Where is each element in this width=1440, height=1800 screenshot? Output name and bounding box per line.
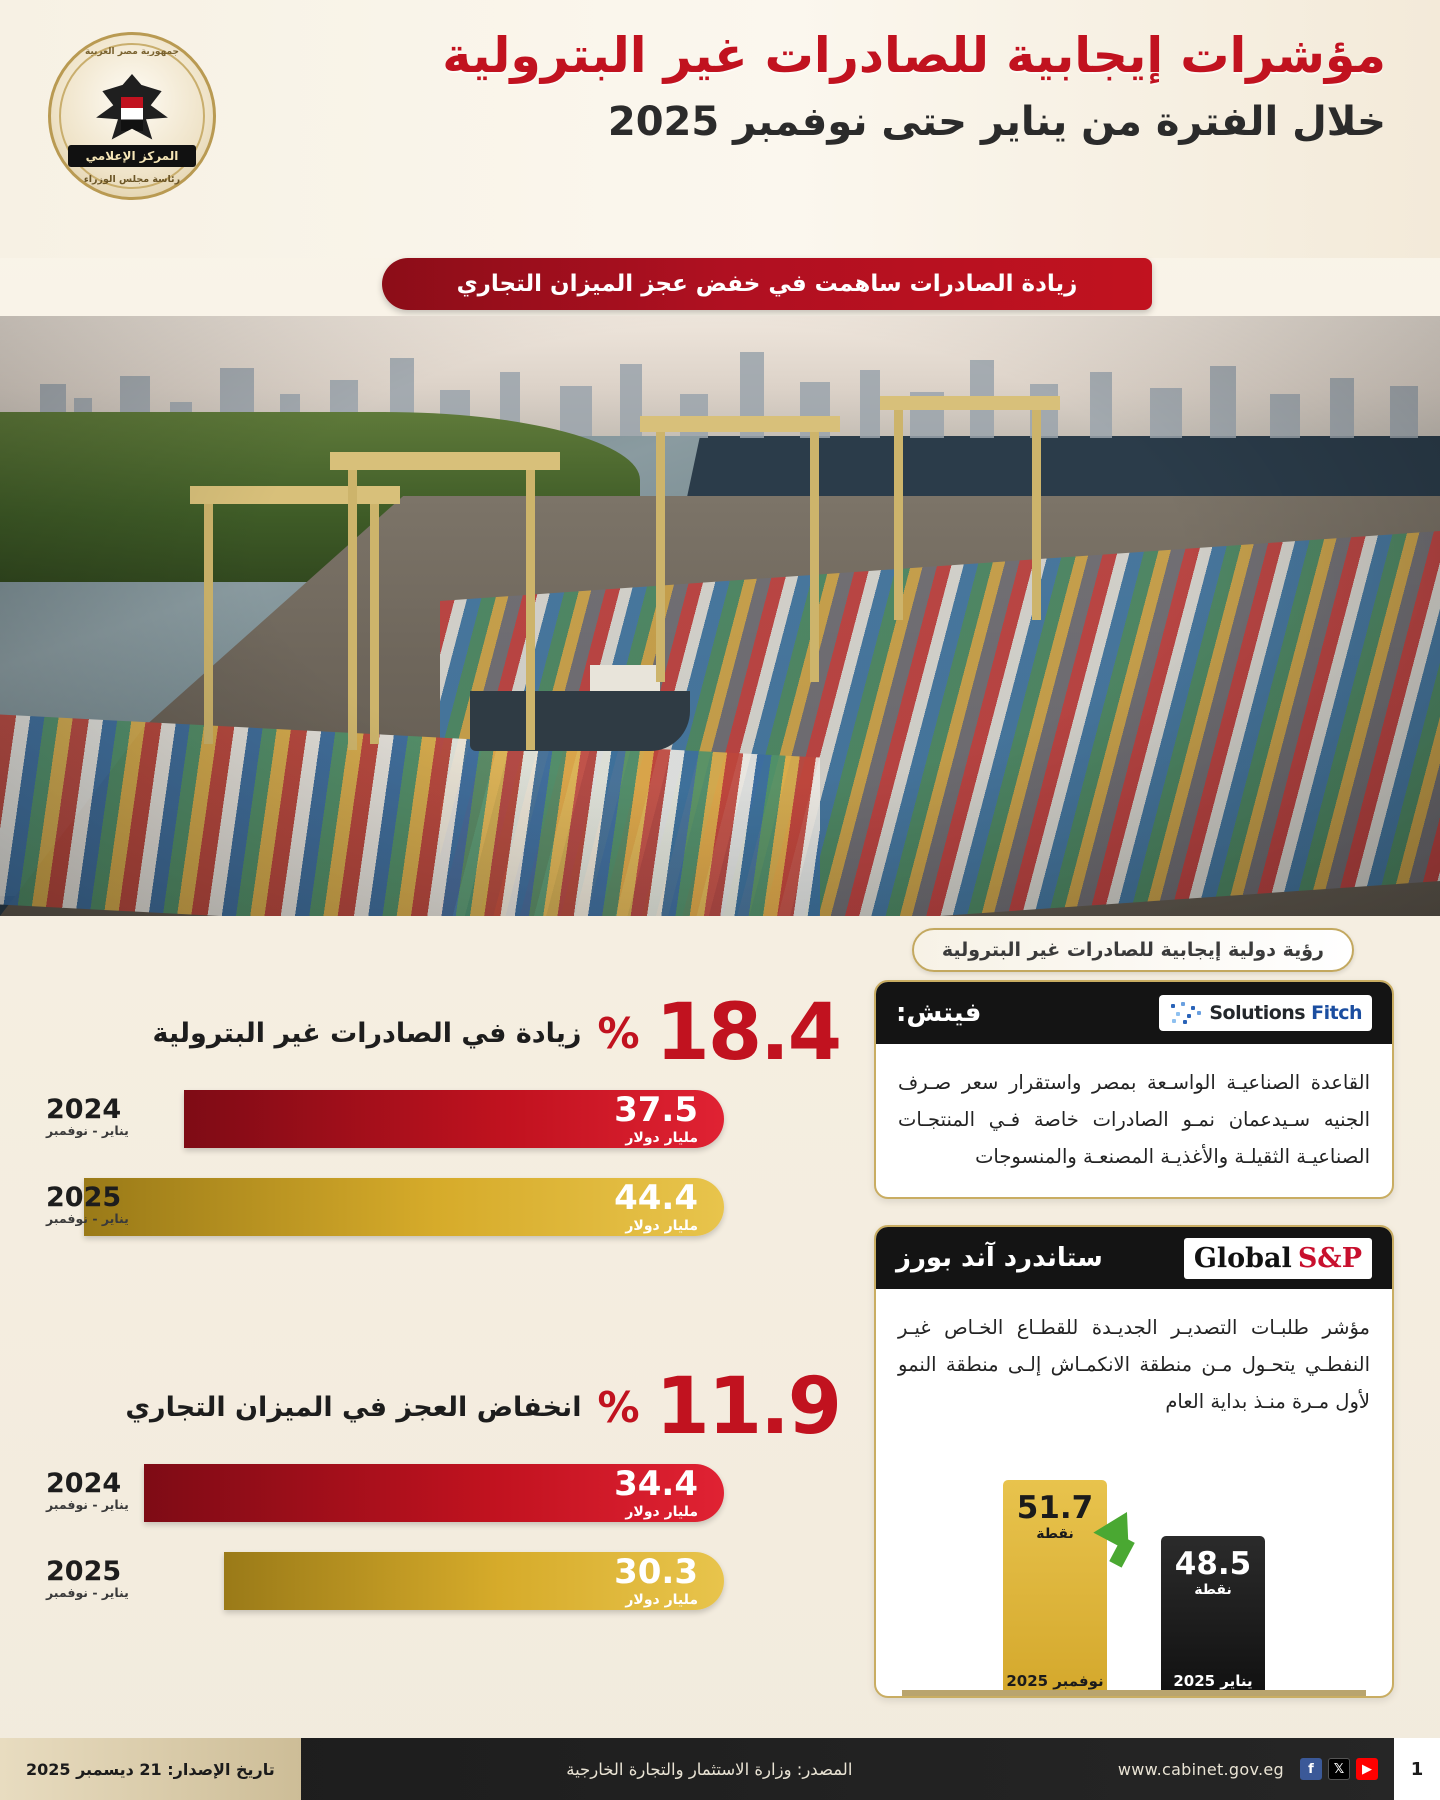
government-emblem	[46, 18, 218, 214]
stat-deficit-row-2025	[46, 1544, 840, 1622]
exports-2025-year-label	[46, 1184, 156, 1226]
fitch-dots-icon	[1169, 1001, 1203, 1025]
pmi-bar-jan-axis-label: يناير 2025	[1173, 1672, 1253, 1691]
title-block	[40, 28, 1400, 146]
x-twitter-icon[interactable]: 𝕏	[1328, 1758, 1350, 1780]
deficit-2024-year-label	[46, 1470, 156, 1512]
exports-2025-bar	[84, 1178, 724, 1236]
card-fitch-agency: فيتش:	[896, 998, 982, 1028]
section-label: رؤية دولية إيجابية للصادرات غير البترولية	[912, 928, 1354, 972]
card-fitch	[874, 980, 1394, 1199]
pmi-bar-nov-value	[1003, 1490, 1107, 1542]
stat-deficit-value: 11.9	[655, 1362, 840, 1452]
deficit-2024-value: 34.4	[614, 1463, 698, 1504]
stat-deficit-head	[46, 1362, 840, 1452]
pmi-bar-col-jan	[1161, 1536, 1265, 1696]
emblem-band-text: المركز الإعلامي	[68, 145, 196, 167]
pmi-nov-value-unit: نقطة	[1036, 1526, 1074, 1543]
stat-exports-label: زيادة في الصادرات غير البترولية	[152, 1017, 582, 1049]
emblem-sub-text: رئاسة مجلس الوزراء	[83, 174, 181, 185]
sp-logo-text-2: Global	[1193, 1242, 1292, 1274]
pmi-jan-value-number: 48.5	[1174, 1546, 1252, 1583]
social-links[interactable]	[1300, 1758, 1378, 1780]
banner-wrap	[0, 258, 1440, 316]
emblem-ring	[48, 32, 216, 200]
fitch-solutions-logo	[1159, 995, 1372, 1031]
deficit-2024-period: يناير - نوفمبر	[46, 1497, 129, 1512]
page-number: 1	[1394, 1738, 1440, 1800]
eagle-of-saladin-icon	[93, 74, 171, 152]
content-body	[0, 980, 1440, 1740]
deficit-2025-bar	[224, 1552, 724, 1610]
agency-cards-column	[874, 980, 1394, 1740]
deficit-2025-year: 2025	[46, 1556, 122, 1587]
stat-deficit-label: انخفاض العجز في الميزان التجاري	[125, 1391, 582, 1423]
fitch-logo-text-2: Solutions	[1209, 1002, 1306, 1024]
emblem-top-text: جمهورية مصر العربية	[84, 47, 180, 57]
exports-2024-period: يناير - نوفمبر	[46, 1123, 129, 1138]
deficit-2025-unit: مليار دولار	[625, 1591, 698, 1608]
exports-2024-year: 2024	[46, 1094, 122, 1125]
stat-deficit-percent-sign: %	[597, 1382, 640, 1432]
exports-2025-unit: مليار دولار	[625, 1217, 698, 1234]
stat-deficit-row-2024	[46, 1456, 840, 1534]
website-url[interactable]: www.cabinet.gov.eg	[1117, 1759, 1284, 1779]
exports-2024-year-label	[46, 1096, 156, 1138]
exports-2025-period: يناير - نوفمبر	[46, 1211, 129, 1226]
exports-2024-value: 37.5	[614, 1089, 698, 1130]
stat-exports-row-2025	[46, 1170, 840, 1248]
pmi-bar-jan-value	[1161, 1546, 1265, 1598]
section-label-wrap	[0, 916, 1440, 980]
deficit-2024-bar	[144, 1464, 724, 1522]
card-fitch-body: القاعدة الصناعيـة الواسـعة بمصر واستقرار سعر صـرف الجنيه سـيدعمان نمـو الصادرات خاصة فـي المنتجـات الصناعيـة الثقيلـة والأغذيـة المصنعـة والمنسوجات	[898, 1071, 1370, 1169]
stat-exports-row-2024	[46, 1082, 840, 1160]
pmi-bar-nov-axis-label: نوفمبر 2025	[1006, 1672, 1104, 1691]
exports-2024-unit: مليار دولار	[625, 1129, 698, 1146]
source-text: المصدر: وزارة الاستثمار والتجارة الخارجية	[566, 1759, 853, 1779]
header	[0, 0, 1440, 258]
publish-date: تاريخ الإصدار: 21 ديسمبر 2025	[0, 1738, 301, 1800]
pmi-jan-value-unit: نقطة	[1194, 1582, 1232, 1599]
page-subtitle: خلال الفترة من يناير حتى نوفمبر 2025	[607, 99, 1386, 146]
stats-column	[46, 980, 840, 1740]
footer	[0, 1738, 1440, 1800]
photo-vignette	[0, 316, 1440, 916]
youtube-icon[interactable]: ▶	[1356, 1758, 1378, 1780]
page-title: مؤشرات إيجابية للصادرات غير البترولية	[442, 27, 1386, 84]
stat-block-trade-deficit	[46, 1362, 840, 1622]
facebook-icon[interactable]: f	[1300, 1758, 1322, 1780]
pmi-bar-jan	[1161, 1536, 1265, 1696]
pmi-nov-value-number: 51.7	[1016, 1490, 1094, 1527]
stat-exports-value: 18.4	[655, 988, 840, 1078]
exports-2025-year: 2025	[46, 1182, 122, 1213]
highlight-banner: زيادة الصادرات ساهمت في خفض عجز الميزان التجاري	[382, 258, 1152, 310]
stat-exports-percent-sign: %	[597, 1008, 640, 1058]
exports-2024-bar	[184, 1090, 724, 1148]
card-sp-agency: ستاندرد آند بورز	[896, 1243, 1103, 1274]
stat-block-exports	[46, 988, 840, 1248]
card-sp-header	[876, 1227, 1392, 1289]
card-sp-body: مؤشر طلبـات التصديـر الجديـدة للقطـاع الخـاص غيـر النفطـي يتحـول مـن منطقة الانكمـاش إلـى منطقة النمو لأول مـرة منـذ بداية العام	[898, 1316, 1370, 1414]
sp-global-logo	[1184, 1238, 1372, 1279]
deficit-2025-value: 30.3	[614, 1551, 698, 1592]
pmi-bar-nov	[1003, 1480, 1107, 1696]
deficit-2025-period: يناير - نوفمبر	[46, 1585, 129, 1600]
stat-exports-head	[46, 988, 840, 1078]
card-fitch-header	[876, 982, 1392, 1044]
card-sp-global	[874, 1225, 1394, 1698]
pmi-chart-baseline	[902, 1690, 1366, 1696]
pmi-export-orders-bar-chart	[902, 1446, 1366, 1696]
pmi-bar-col-nov	[1003, 1480, 1107, 1696]
deficit-2024-year: 2024	[46, 1468, 122, 1499]
port-photo	[0, 316, 1440, 916]
fitch-logo-text-1: Fitch	[1311, 1002, 1362, 1024]
sp-logo-text-1: S&P	[1297, 1242, 1362, 1274]
exports-2025-value: 44.4	[614, 1177, 698, 1218]
deficit-2024-unit: مليار دولار	[625, 1503, 698, 1520]
deficit-2025-year-label	[46, 1558, 156, 1600]
